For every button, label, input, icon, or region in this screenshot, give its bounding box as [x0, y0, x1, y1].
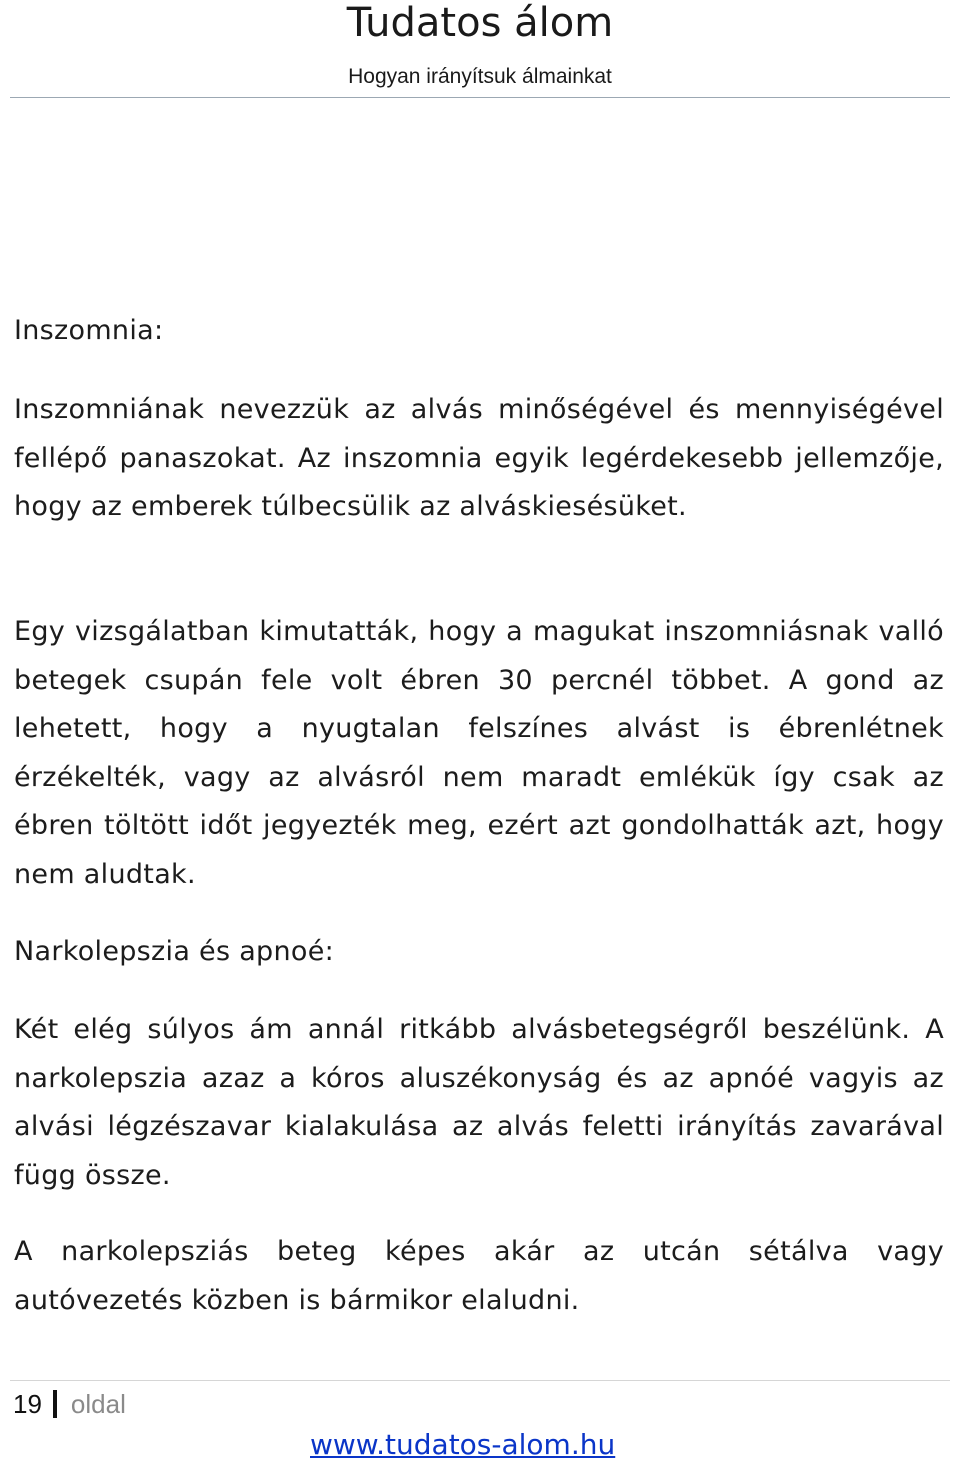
document-title: Tudatos álom [346, 0, 614, 46]
heading-insomnia: Inszomnia: [14, 315, 164, 346]
header-divider [10, 97, 950, 98]
page-number-label: oldal [70, 1389, 126, 1419]
document-subtitle: Hogyan irányítsuk álmainkat [348, 65, 612, 88]
paragraph-sleep-disorders: Két elég súlyos ám annál ritkább alvásbetegségről beszélünk. A narkolepszia azaz a kóros aluszékonyság és az apnóé vagyis az alvási légzészavar kialakulása az alvás feletti irányítás zavarával függ össze. [14, 1014, 944, 1191]
paragraph-insomnia-study: Egy vizsgálatban kimutatták, hogy a magukat inszomniásnak valló betegek csupán fele volt ébren 30 percnél többet. A gond az lehetett, hogy a nyugtalan felszínes alvást is ébrenlétnek érzékelték, vagy az alvásról nem maradt emlékük így csak az ébren töltött időt jegyezték meg, ezért azt gondolhatták azt, hogy nem aludtak. [14, 616, 944, 890]
heading-narcolepsy-apnea: Narkolepszia és apnoé: [14, 936, 335, 967]
paragraph-insomnia-definition: Inszomniának nevezzük az alvás minőségével és mennyiségével fellépő panaszokat. Az inszomnia egyik legérdekesebb jellemzője, hogy az emberek túlbecsülik az alváskiesésüket. [14, 394, 944, 523]
footer-divider [10, 1380, 950, 1381]
page-number-value: 19 [13, 1389, 42, 1419]
page-number [13, 1386, 126, 1422]
page-number-separator [53, 1390, 57, 1418]
paragraph-narcolepsy-patient: A narkolepsziás beteg képes akár az utcán sétálva vagy autóvezetés közben is bármikor elaludni. [14, 1236, 944, 1316]
website-link[interactable]: www.tudatos-alom.hu [310, 1428, 616, 1461]
